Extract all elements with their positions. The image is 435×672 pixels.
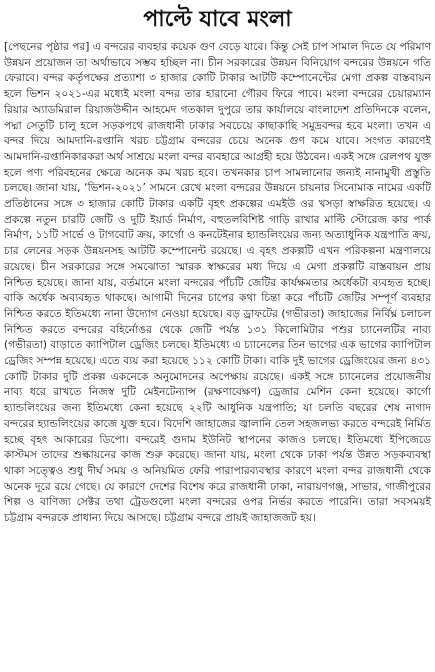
article-headline: পাল্টে যাবে মংলা [143, 6, 292, 32]
continued-from-label: [পেছনের পৃষ্ঠার পর] [4, 41, 90, 53]
article-body [4, 40, 431, 527]
article-body-text: এ বন্দরের ব্যবহার কয়েক গুণ বেড়ে যাবে। কিন্তু সেই চাপ সামাল দিতে যে পরিমাণ উন্নয়ন প্রয়োজন তা অর্থাভাবে সম্ভব হচ্ছিল না। চীন সরকারের উন্নয়ন বিনিয়োগ বন্দরের উন্নয়নে গতি ফেরাবে। বন্দর কর্তৃপক্ষের প্রত্যাশা ৩ হাজার কোটি টাকার আটটি কম্পোনেন্টের মেগা প্রকল্প বাস্তবায়ন হলে ভিশন ২০২১-এর মধ্যেই মংলা বন্দর তার হারানো গৌরব ফিরে পাবে। মংলা বন্দরের চেয়ারম্যান রিয়ার অ্যাডমিরাল রিয়াজউদ্দীন আহমেদ গতকাল দুপুরে তার কার্যালয়ে বাংলাদেশ প্রতিদিনকে বলেন, পদ্মা সেতুটি চালু হলে সড়কপথে রাজধানী ঢাকার সবচেয়ে কাছাকাছি সমুদ্রবন্দর হবে মংলা। তখন এ বন্দর দিয়ে আমদানি-রপ্তানি খরচ চট্টগ্রাম বন্দরের চেয়ে অনেক গুণ কমে যাবে। সংগত কারণেই আমদানি-রপ্তানিকারকরা অর্থ সাশ্রয়ে মংলা বন্দর ব্যবহারে আগ্রহী হয়ে উঠবেন। একই সঙ্গে রেলপথ যুক্ত হলে পণ্য পরিবহনের ক্ষেত্রে অনেক কম খরচ হবে। তখনকার চাপ সামলানোর জন্যই নানামুখী প্রস্তুতি চলছে। জানা যায়, ‘ভিশন-২০২১’ সামনে রেখে মংলা বন্দরের উন্নয়নে চায়নার সিনোমাক নামের একটি প্রতিষ্ঠানের সঙ্গে ৩ হাজার কোটি টাকার একটি বৃহৎ প্রকল্পের এমইউ ওর খসড়া স্বাক্ষরিত হয়েছে। এ প্রকল্পে নতুন চারটি জেটি ও দুটি ইয়ার্ড নির্মাণ, বহুতলবিশিষ্ট গাড়ি রাখার মাল্টি স্টোরেজ কার পার্ক নির্মাণ, ১১টি সার্ভে ও টাগবোট ক্রয়, কার্গো ও কনটেইনার হ্যান্ডলিংয়ের জন্য অত্যাধুনিক যন্ত্রপাতি ক্রয়, চার লেনের সড়ক উন্নয়নসহ আটটি কম্পোনেন্ট রয়েছে। এ বৃহৎ প্রকল্পটি এখন পরিকল্পনা মন্ত্রণালয়ে রয়েছে। চীন সরকারের সঙ্গে সমঝোতা স্মারক স্বাক্ষরের মধ্য দিয়ে এ মেগা প্রকল্পটি বাস্তবায়ন প্রায় নিশ্চিত হয়েছে। জানা যায়, বর্তমানে মংলা বন্দরের পাঁচটি জেটির কার্যক্ষমতার অর্ধেকটা ব্যবহৃত হচ্ছে। বাকি অর্ধেক অব্যবহৃত থাকছে। আগামী দিনের চাপের কথা চিন্তা করে পাঁচটি জেটির সম্পূর্ণ ব্যবহার নিশ্চিত করতে ইতিমধ্যে নানা উদ্যোগ নেওয়া হয়েছে। বড় ড্রাফটের (গভীরতা) জাহাজের নির্বিঘ্ন চলাচল নিশ্চিত করতে বন্দরের বহির্নোঙর থেকে জেটি পর্যন্ত ১৩১ কিলোমিটার পশুর চ্যানেলটির নাব্য (গভীরতা) বাড়াতে ক্যাপিটাল ড্রেজিং চলছে। ইতিমধ্যে এ চ্যানেলের তিন ভাগের এক ভাগের ক্যাপিটাল ড্রেজিং সম্পন্ন হয়েছে। এতে ব্যয় করা হয়েছে ১১২ কোটি টাকা। বাকি দুই ভাগের ড্রেজিংয়ের জন্য ৪৩১ কোটি টাকার দুটি প্রকল্প একনেকে অনুমোদনের অপেক্ষায় রয়েছে। একই সঙ্গে চ্যানেলের প্রয়োজনীয় নাব্য ধরে রাখতে নিজস্ব দুটি মেইনটেন্যান্স (রক্ষণাবেক্ষণ) ড্রেজার মেশিন কেনা হয়েছে। কার্গো হ্যান্ডলিংয়ের জন্য ইতিমধ্যে কেনা হয়েছে ২২টি আধুনিক যন্ত্রপাতি; যা চলতি বছরের শেষ নাগাদ বন্দরের হ্যান্ডলিংয়ের কাজে যুক্ত হবে। বিদেশি জাহাজের জ্বালানি তেল সহজলভ্য করতে বন্দরেই নির্মিত হচ্ছে বৃহৎ আকারের ডিপো। বন্দরেই গুদাম ইউনিট স্থাপনের কাজও চলছে। ইতিমধ্যে ইপিজেডে কাস্টমস তাদের শুল্কায়নের কাজ শুরু করেছে। জানা যায়, মংলা থেকে ঢাকা পর্যন্ত উন্নত সড়কব্যবস্থা থাকা সত্ত্বেও শুধু দীর্ঘ সময় ও অনিয়মিত ফেরি পারাপারব্যবস্থার কারণে মংলা বন্দর রাজধানী থেকে অনেক দূরে রয়ে গেছে। যে কারণে দেশের বিশেষ করে রাজধানী ঢাকা, নারায়ণগঞ্জ, সাভার, গাজীপুরের শিল্প ও বাণিজ্য সেক্টর তথা ট্রেডগুলো মংলা বন্দরের ওপর নির্ভর করতে পারেনি। তারা সবসময়ই চট্টগ্রাম বন্দরকে প্রাধান্য দিয়ে আসছে। চট্টগ্রাম বন্দরে প্রায়ই জাহাজজট হয়। [4, 41, 431, 525]
